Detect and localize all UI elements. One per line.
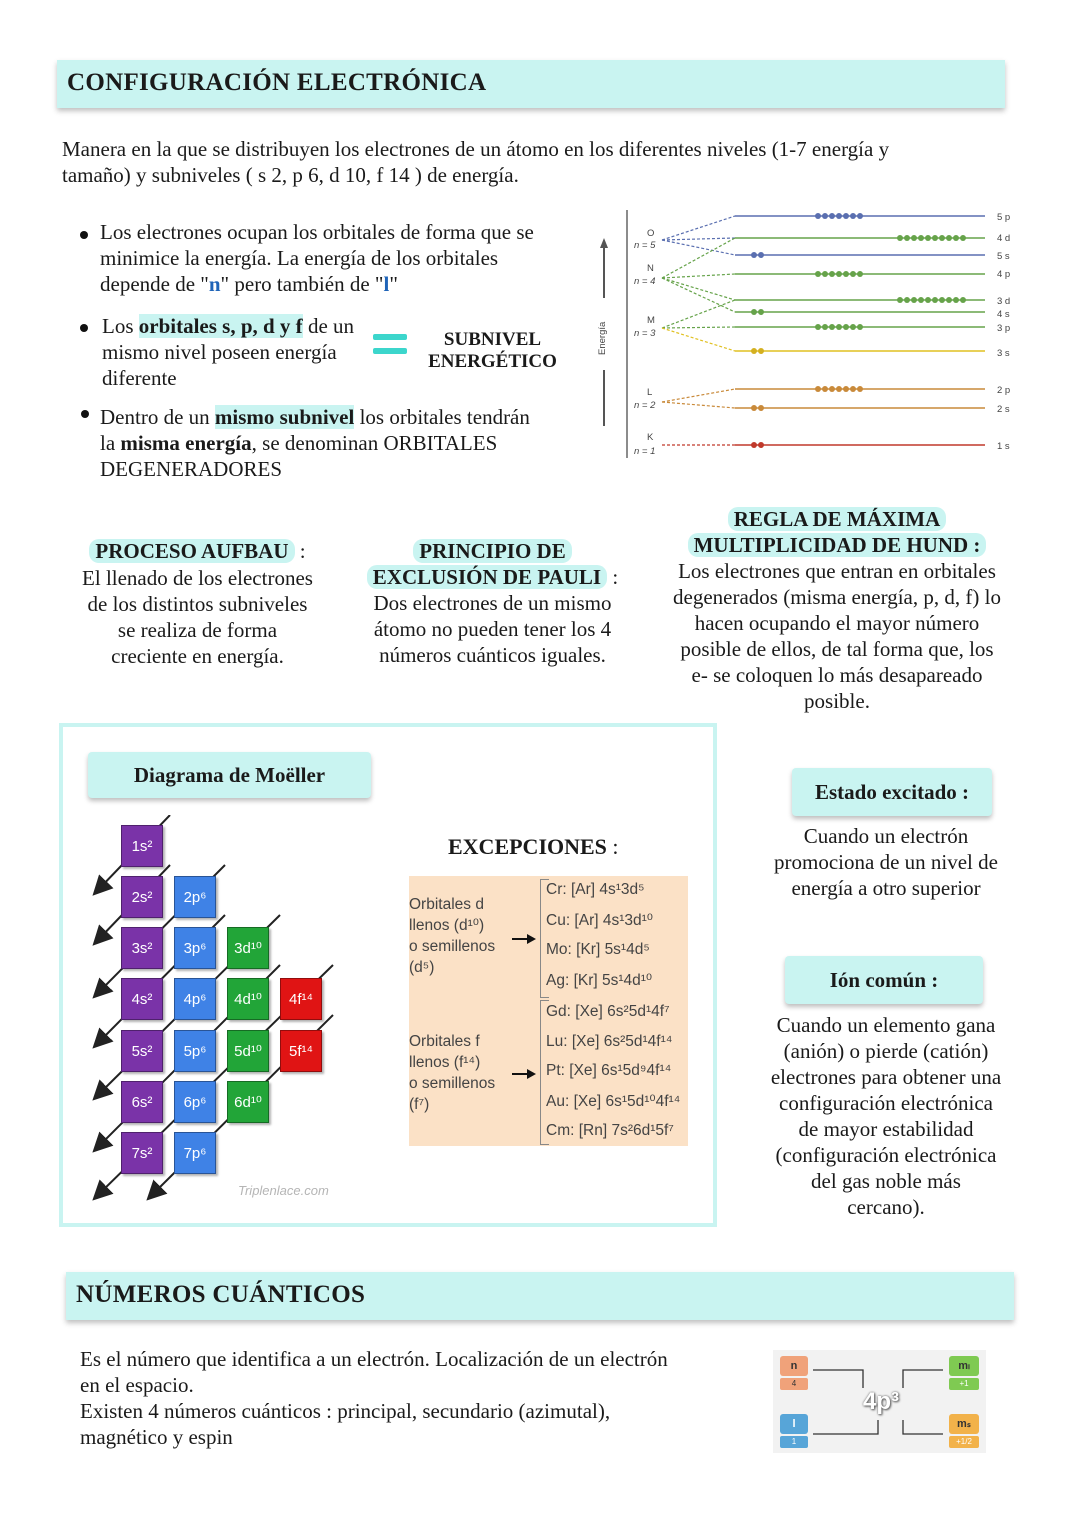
electron-dots: [751, 213, 966, 448]
level-label: 2 p: [997, 385, 1011, 396]
bullet-1: Los electrones ocupan los orbitales de forma que se minimice la energía. La energía de los orbitales depende de "n" pero también de "l": [100, 220, 534, 296]
exception-row: Cm: [Rn] 7s²6d¹5f⁷: [546, 1122, 674, 1139]
arrow-icon: [511, 932, 537, 946]
level-label: 4 s: [997, 309, 1010, 320]
orbital-cell: 4f¹⁴: [280, 978, 322, 1020]
exception-row: Pt: [Xe] 6s¹5d⁹4f¹⁴: [546, 1062, 672, 1079]
bullet-2: Los orbitales s, p, d y f de un mismo nivel poseen energía diferente: [102, 314, 355, 390]
orbital-cell: 2p⁶: [174, 876, 216, 918]
quantum-numbers-graphic: [773, 1350, 986, 1453]
aufbau-title: PROCESO AUFBAU: [89, 539, 294, 563]
ion-comun-text: Cuando un elemento gana (anión) o pierde (catión) electrones para obtener una configuración electrónica de mayor estabilidad (configuración electrónica del gas noble más cercano).: [770, 1013, 1002, 1219]
orbital-cell: 6d¹⁰: [227, 1081, 269, 1123]
group-d-label: Orbitales d llenos (d¹⁰) o semillenos (d⁵): [409, 896, 496, 976]
shell-n: n = 4: [634, 276, 656, 287]
shell-letter: N: [647, 263, 654, 274]
shell-letter: M: [647, 315, 655, 326]
orbital-cell: 5s²: [121, 1030, 163, 1072]
shell-n: n = 2: [634, 400, 656, 411]
level-label: 3 d: [997, 296, 1011, 307]
exception-row: Mo: [Kr] 5s¹4d⁵: [546, 941, 650, 958]
bullet-dot: [80, 324, 88, 332]
equals-sign: [373, 329, 407, 359]
orbital-cell: 7s²: [121, 1132, 163, 1174]
level-label: 4 d: [997, 233, 1011, 244]
n-value: 4: [780, 1378, 808, 1390]
exception-row: Gd: [Xe] 6s²5d¹4f⁷: [546, 1003, 670, 1020]
watermark: Triplenlace.com: [238, 1183, 329, 1198]
hund-title-l2: MULTIPLICIDAD DE HUND :: [688, 533, 987, 557]
ms-value: +1/2: [949, 1436, 979, 1448]
group-f-label: Orbitales f llenos (f¹⁴) o semillenos (f⁷): [409, 1033, 496, 1113]
hund-title-l1: REGLA DE MÁXIMA: [728, 507, 947, 531]
section-title: CONFIGURACIÓN ELECTRÓNICA: [67, 69, 487, 96]
moeller-title: Diagrama de Moëller: [88, 752, 371, 798]
level-label: 5 s: [997, 251, 1010, 262]
orbital-cell: 5p⁶: [174, 1030, 216, 1072]
shell-labels: [634, 228, 656, 457]
ms-badge: mₛ: [949, 1414, 979, 1434]
orbital-cell: 5f¹⁴: [280, 1030, 322, 1072]
shell-n: n = 5: [634, 240, 656, 251]
orbital-cell: 7p⁶: [174, 1132, 216, 1174]
level-label: 2 s: [997, 404, 1010, 415]
exception-row: Cr: [Ar] 4s¹3d⁵: [546, 881, 645, 898]
section-title: NÚMEROS CUÁNTICOS: [76, 1281, 366, 1308]
excepciones-table: [409, 876, 688, 1146]
shell-letter: K: [647, 432, 654, 443]
orbital-cell: 3p⁶: [174, 927, 216, 969]
orbital-cell: 6s²: [121, 1081, 163, 1123]
level-label: 3 s: [997, 348, 1010, 359]
orbital-cell: 1s²: [121, 825, 163, 867]
orbital-cell: 4p⁶: [174, 978, 216, 1020]
bullet-dot: [80, 231, 88, 239]
shell-n: n = 3: [634, 328, 656, 339]
orbital-cell: 6p⁶: [174, 1081, 216, 1123]
estado-excitado-title: Estado excitado :: [792, 768, 992, 816]
orbital-cell: 2s²: [121, 876, 163, 918]
level-label: 4 p: [997, 269, 1011, 280]
pauli-title-l1: PRINCIPIO DE: [413, 539, 571, 563]
arrow-head: [600, 238, 608, 248]
bullet-3: Dentro de un mismo subnivel los orbitales tendrán la misma energía, se denominan ORBITALES DEGENERADORES: [100, 405, 530, 481]
orbital-cell: 5d¹⁰: [227, 1030, 269, 1072]
section-header-numeros-cuanticos: [66, 1272, 1014, 1320]
l-badge: l: [780, 1414, 808, 1434]
shell-letter: L: [647, 387, 653, 398]
exception-row: Lu: [Xe] 6s²5d¹4f¹⁴: [546, 1033, 673, 1050]
pauli-title-l2: EXCLUSIÓN DE PAULI: [367, 565, 607, 589]
section-header-configuracion: [57, 60, 1005, 108]
level-label: 3 p: [997, 323, 1011, 334]
orbital-cell: 3s²: [121, 927, 163, 969]
level-label: 1 s: [997, 441, 1010, 452]
pauli-block: PRINCIPIO DE EXCLUSIÓN DE PAULI : Dos electrones de un mismo átomo no pueden tener los 4 números cuánticos iguales.: [345, 538, 640, 668]
exception-row: Ag: [Kr] 5s¹4d¹⁰: [546, 972, 653, 989]
exception-row: Cu: [Ar] 4s¹3d¹⁰: [546, 912, 653, 929]
energy-axis-label: Energía: [597, 321, 608, 355]
ml-badge: mₗ: [949, 1356, 979, 1376]
hund-block: REGLA DE MÁXIMA MULTIPLICIDAD DE HUND : Los electrones que entran en orbitales degenerados (misma energía, p, d, f) lo hacen ocupando el mayor número posible de ellos, de tal forma que, los e- se coloquen lo más desapareado posible.: [673, 507, 1001, 713]
excepciones-title: EXCEPCIONES :: [448, 834, 619, 859]
l-value: 1: [780, 1436, 808, 1448]
energy-level-diagram: [590, 200, 1030, 470]
qn-center-label: 4p³: [863, 1388, 899, 1415]
ion-comun-title: Ión común :: [785, 956, 983, 1004]
subnivel-energetico-label: SUBNIVEL ENERGÉTICO: [428, 329, 557, 372]
estado-excitado-text: Cuando un electrón promociona de un nivel de energía a otro superior: [774, 824, 998, 900]
ml-value: +1: [949, 1378, 979, 1390]
orbital-cell: 4d¹⁰: [227, 978, 269, 1020]
bullet-dot: [81, 410, 89, 418]
n-badge: n: [780, 1356, 808, 1376]
intro-text: Manera en la que se distribuyen los electrones de un átomo en los diferentes niveles (1-7 energía y tamaño) y subniveles ( s 2, p 6, d 10, f 14 ) de energía.: [62, 137, 890, 187]
exception-row: Au: [Xe] 6s¹5d¹⁰4f¹⁴: [546, 1093, 681, 1110]
aufbau-block: PROCESO AUFBAU : El llenado de los electrones de los distintos subniveles se realiza de forma creciente en energía.: [82, 539, 313, 668]
arrow-icon: [511, 1067, 537, 1081]
numeros-cuanticos-text: Es el número que identifica a un electrón. Localización de un electrón en el espacio. Existen 4 números cuánticos : principal, secundario (azimutal), magnético y espin: [80, 1347, 668, 1449]
shell-letter: O: [647, 228, 655, 239]
orbital-cell: 3d¹⁰: [227, 927, 269, 969]
orbital-cell: 4s²: [121, 978, 163, 1020]
shell-n: n = 1: [634, 446, 656, 457]
level-label: 5 p: [997, 212, 1011, 223]
